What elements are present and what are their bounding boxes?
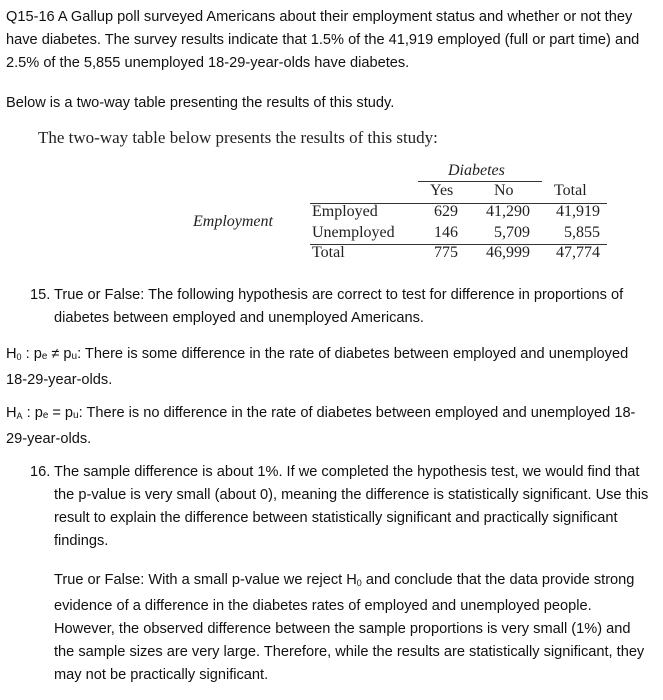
cell-total-no: 46,999 [486, 244, 530, 261]
cell-unemployed-total: 5,855 [564, 224, 600, 241]
col-group-label: Diabetes [448, 162, 505, 179]
question-16-text: The sample difference is about 1%. If we completed the hypothesis test, we would find that the p-value is very small (about 0), meaning the difference is statistically significant. Use this result to explain the difference between statistically significant and practically significant findings. [54, 464, 649, 549]
cell-employed-total: 41,919 [556, 203, 600, 220]
cell-employed-no: 41,290 [486, 203, 530, 220]
row-group-label: Employment [193, 213, 273, 230]
null-hypothesis: $H_0$ : pₑ ≠ pᵤ: There is some difference in the rate of diabetes between employed and unemployed 18-29-year-olds. [6, 346, 629, 388]
cell-unemployed-no: 5,709 [494, 224, 530, 241]
col-header-no: No [494, 182, 514, 199]
question-15-number: 15. [30, 287, 51, 303]
question-15 [30, 284, 650, 330]
cell-grand-total: 47,774 [556, 244, 600, 261]
question-16-number: 16. [30, 464, 51, 480]
question-15-text: True or False: The following hypothesis are correct to test for difference in proportions of diabetes between employed and unemployed Americans. [54, 287, 624, 326]
cell-total-yes: 775 [434, 244, 458, 261]
question-16-true-false: True or False: With a small p-value we reject $H_0$ and conclude that the data provide strong evidence of a difference in the diabetes rates of employed and unemployed people. However, the observed difference between the sample proportions is very small (1%) and the sample sizes are very large. Therefore, while the results are statistically significant, they may not be practically significant. [54, 572, 645, 683]
table-intro-text: Below is a two-way table presenting the results of this study. [6, 95, 395, 111]
intro-paragraph: Q15-16 A Gallup poll surveyed Americans about their employment status and whether or not they have diabetes. The survey results indicate that 1.5% of the 41,919 employed (full or part time) and 2.5% of the 5,855 unemployed 18-29-year-olds have diabetes. [6, 9, 640, 71]
row-label-employed: Employed [312, 203, 378, 220]
col-header-total: Total [554, 182, 587, 199]
table-title: The two-way table below presents the results of this study: [38, 128, 438, 147]
null-hypothesis-text: : pₑ ≠ pᵤ: There is some difference in the rate of diabetes between employed and unemployed 18-29-year-olds. [6, 346, 629, 388]
alternative-hypothesis-text: : pₑ = pᵤ: There is no difference in the rate of diabetes between employed and unemployed 18-29-year-olds. [6, 405, 636, 447]
cell-employed-yes: 629 [434, 203, 458, 220]
cell-unemployed-yes: 146 [434, 224, 458, 241]
col-header-yes: Yes [430, 182, 454, 199]
question-16 [30, 461, 650, 553]
alternative-hypothesis: $H_A$ : pₑ = pᵤ: There is no difference in the rate of diabetes between employed and unemployed 18-29-year-olds. [6, 405, 636, 447]
row-label-unemployed: Unemployed [312, 224, 395, 241]
row-label-total: Total [312, 244, 345, 261]
